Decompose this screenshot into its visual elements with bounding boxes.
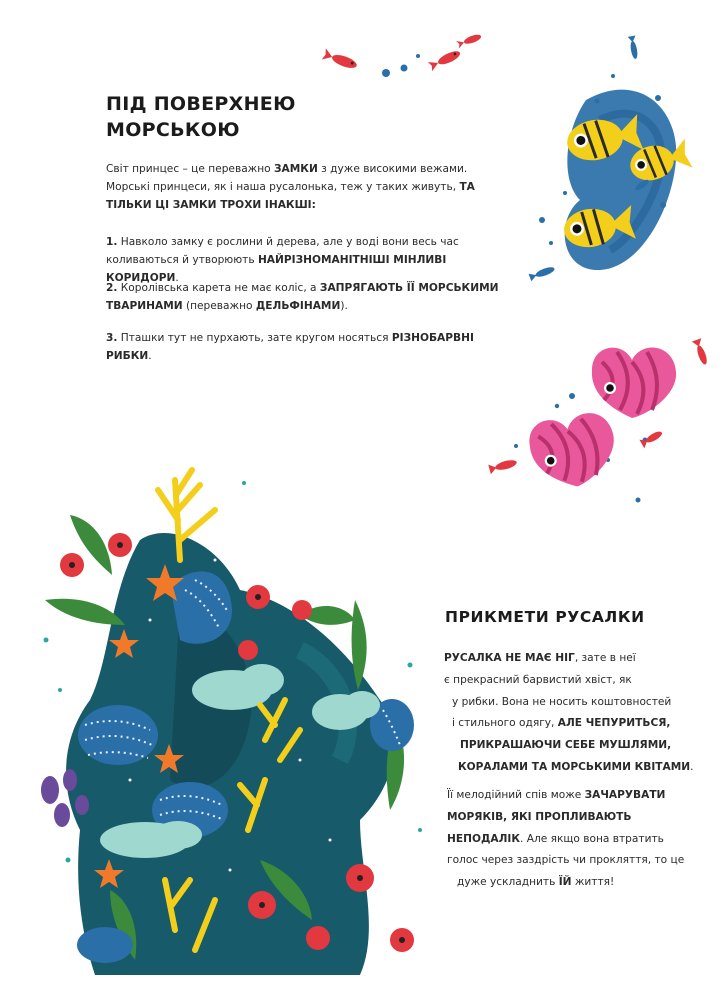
list-item-2-text-2: (переважно [182,300,256,312]
mermaid-line-10 [447,853,684,867]
list-number-2: 2. [106,282,118,294]
section-title-under-sea [106,91,296,143]
intro-bold-2: ТА ТІЛЬКИ ЦІ ЗАМКИ ТРОХИ ІНАКШІ: [106,181,475,211]
mermaid-line-9-text: . Але якщо вона втратить [520,833,664,845]
mermaid-line-6-bold: КОРАЛАМИ ТА МОРСЬКИМИ КВІТАМИ [458,761,691,773]
list-number-1: 1. [106,236,118,248]
mermaid-line-2-text: є прекрасний барвистий хвіст, як [444,674,632,686]
intro-text-2: з дуже високими вежами. Морські принцеси, як і наша русалонька, теж у таких живуть, [106,163,468,193]
mermaid-line-1-text: , зате в неї [574,652,636,664]
coral-reef-illustration [41,470,422,975]
mermaid-line-7-text: Її мелодійний спів може [447,789,585,801]
mermaid-line-5 [460,738,671,752]
mermaid-line-5-bold: ПРИКРАШАЮЧИ СЕБЕ МУШЛЯМИ, [460,739,672,751]
mermaid-line-11-bold: ЇЙ [558,876,572,888]
list-item-3-text: Пташки тут не пурхають, зате кругом носяться [117,332,392,344]
list-item-1-text: Навколо замку є рослини й дерева, але у воді вони весь час коливаються й утворюють [106,236,459,266]
list-item-2-bold-2: ДЕЛЬФІНАМИ [255,300,341,312]
mermaid-line-6-text: . [690,761,694,773]
mermaid-line-6 [458,760,694,774]
title-line-2: МОРСЬКОЮ [106,119,240,141]
list-number-3: 3. [106,332,118,344]
small-red-fish-icon [456,32,482,48]
mermaid-line-11-text: дуже ускладнить [457,876,559,888]
mermaid-line-9-bold: НЕПОДАЛІК [447,833,521,845]
list-item-3-end: . [148,350,152,362]
title-line-1: ПІД ПОВЕРХНЕЮ [106,93,296,115]
intro-bold-1: ЗАМКИ [274,163,318,175]
list-item-2 [106,279,506,315]
small-red-fish-icon [428,48,462,71]
mermaid-line-1-bold: РУСАЛКА НЕ МАЄ НІГ [444,652,575,664]
mermaid-line-3 [452,695,671,709]
mermaid-line-8 [447,810,631,824]
mermaid-line-1 [444,651,636,665]
pink-fish-group [488,338,710,493]
mermaid-line-8-bold: МОРЯКІВ, ЯКІ ПРОПЛИВАЮТЬ [447,811,632,823]
list-item-1-end: . [175,272,179,284]
section-title-mermaid-signs: ПРИКМЕТИ РУСАЛКИ [445,608,645,626]
mermaid-line-4-bold: АЛЕ ЧЕПУРИТЬСЯ, [557,717,671,729]
list-item-3 [106,329,506,365]
mermaid-line-7-bold: ЗАЧАРУВАТИ [584,789,666,801]
mermaid-line-11 [457,875,614,889]
intro-text-1: Світ принцес – це переважно [106,163,275,175]
mermaid-line-4-text: і стильного одягу, [452,717,558,729]
mermaid-line-10-text: голос через заздрість чи прокляття, то це [447,854,685,866]
mermaid-line-11-end: життя! [571,876,615,888]
mermaid-line-9 [447,832,664,846]
list-item-2-bold: ЗАПРЯГАЮТЬ ЇЇ МОРСЬКИМИ ТВАРИНАМИ [106,282,499,312]
mermaid-line-2 [444,673,632,687]
small-red-fish-icon [322,48,359,71]
mermaid-line-7 [447,788,665,802]
mermaid-line-4 [452,716,670,730]
list-item-2-end: ). [340,300,348,312]
yellow-fish-group [529,36,694,282]
mermaid-line-3-text: у рибки. Вона не носить коштовностей [452,696,672,708]
intro-paragraph [106,160,506,214]
list-item-2-text: Королівська карета не має коліс, а [117,282,320,294]
list-item-1-bold: НАЙРІЗНОМАНІТНІШІ МІНЛИВІ КОРИДОРИ [106,254,447,284]
list-item-3-bold: РІЗНОБАРВНІ РИБКИ [106,332,474,362]
